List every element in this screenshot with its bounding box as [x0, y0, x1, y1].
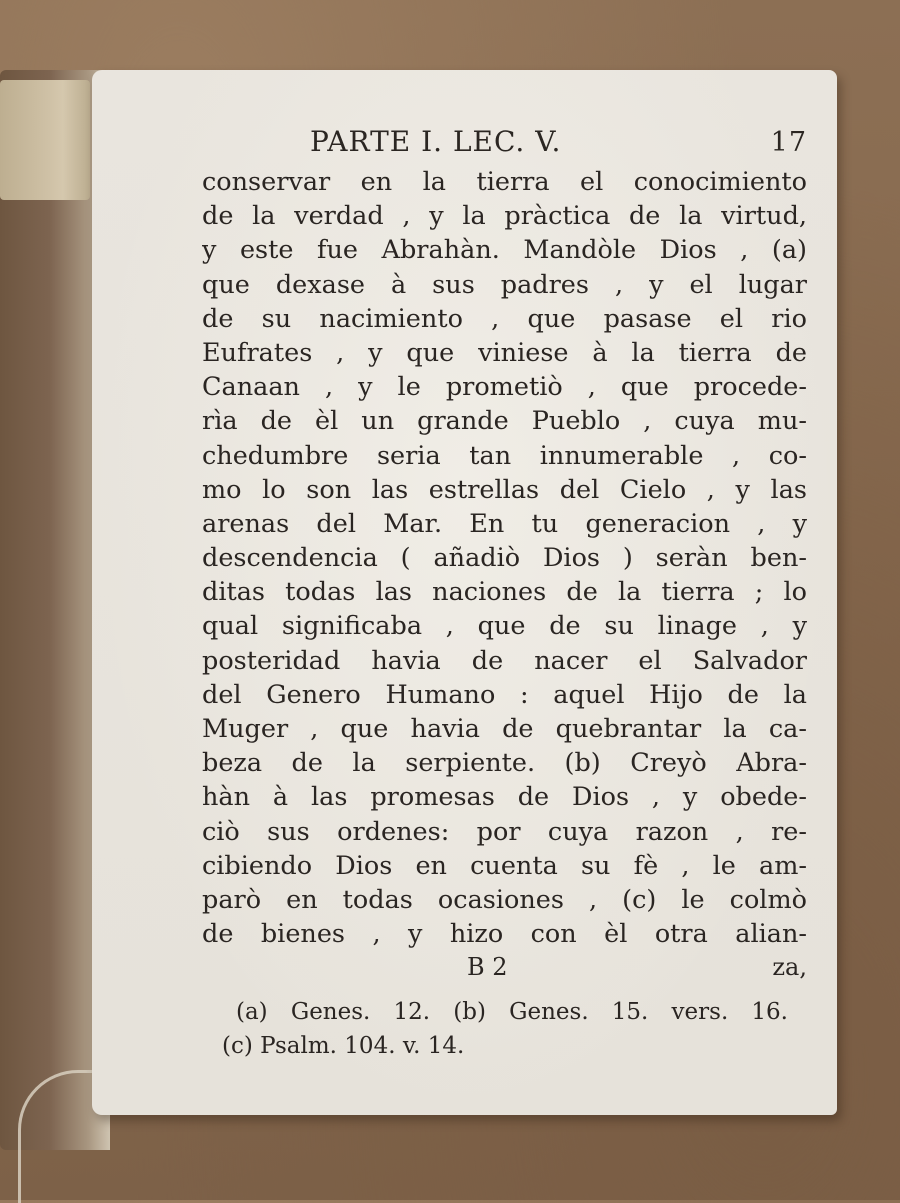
text-line: hàn à las promesas de Dios , y obede-: [202, 782, 807, 813]
text-line: Eufrates , y que viniese à la tierra de: [202, 337, 807, 368]
footnote-line: (c) Psalm. 104. v. 14.: [222, 1033, 465, 1059]
text-line: de su nacimiento , que pasase el rio: [202, 303, 807, 334]
body-text: [202, 165, 807, 951]
catchword: za,: [772, 953, 807, 982]
text-line: conservar en la tierra el conocimiento: [202, 167, 807, 197]
text-line: beza de la serpiente. (b) Creyò Abra-: [202, 748, 807, 779]
text-line: parò en todas ocasiones , (c) le colmò: [202, 884, 807, 915]
text-line: posteridad havia de nacer el Salvador: [202, 645, 807, 676]
binding-strip: [0, 80, 90, 200]
text-line: y este fue Abrahàn. Mandòle Dios , (a): [202, 235, 807, 266]
text-line: de la verdad , y la pràctica de la virtud,: [202, 201, 807, 232]
text-line: ditas todas las naciones de la tierra ; lo: [202, 577, 807, 608]
text-line: descendencia ( añadiò Dios ) seràn ben-: [202, 543, 807, 574]
running-head: PARTE I. LEC. V.: [310, 125, 562, 158]
book-page: [92, 70, 837, 1115]
text-line: cibiendo Dios en cuenta su fè , le am-: [202, 850, 807, 881]
page-number: 17: [770, 127, 807, 158]
footnote-line: (a) Genes. 12. (b) Genes. 15. vers. 16.: [236, 999, 788, 1025]
text-block: [202, 125, 807, 985]
text-line: arenas del Mar. En tu generacion , y: [202, 508, 807, 539]
text-line: Muger , que havia de quebrantar la ca-: [202, 714, 807, 744]
text-line: de bienes , y hizo con èl otra alian-: [202, 919, 807, 950]
text-line: mo lo son las estrellas del Cielo , y las: [202, 474, 807, 505]
footnotes: [222, 995, 802, 1063]
text-line: chedumbre seria tan innumerable , co-: [202, 440, 807, 471]
text-line: del Genero Humano : aquel Hijo de la: [202, 679, 807, 710]
text-line: qual significaba , que de su linage , y: [202, 611, 807, 642]
signature-row: [202, 951, 807, 985]
text-line: rìa de èl un grande Pueblo , cuya mu-: [202, 406, 807, 437]
text-line: que dexase à sus padres , y el lugar: [202, 269, 807, 300]
text-line: ciò sus ordenes: por cuya razon , re-: [202, 816, 807, 847]
text-line: Canaan , y le prometiò , que procede-: [202, 372, 807, 403]
page-header: [202, 125, 807, 165]
signature-mark: B 2: [467, 953, 508, 982]
